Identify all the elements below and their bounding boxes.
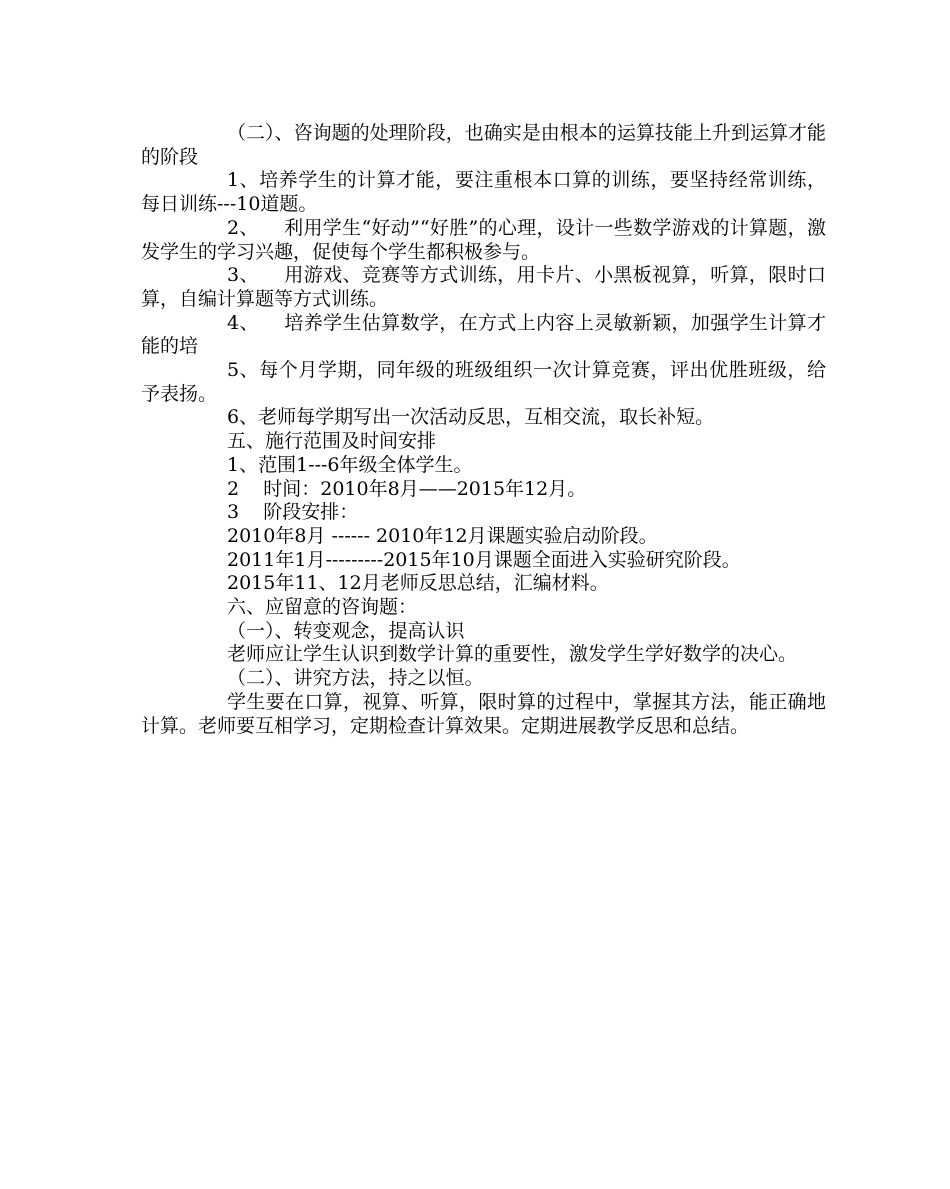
section-heading-issues: 六、应留意的咨询题：: [227, 596, 418, 619]
paragraph-item-1: 1、培养学生的计算才能，要注重根本口算的训练，要坚持经常训练，每日训练---10道题。: [141, 169, 826, 216]
paragraph-item-3: 3、 用游戏、竞赛等方式训练，用卡片、小黑板视算，听算，限时口算，自编计算题等方式训练。: [141, 264, 826, 310]
paragraph-stage-two: （二）、咨询题的处理阶段，也确实是由根本的运算技能上升到运算才能的阶段: [141, 122, 826, 168]
paragraph-stage-2: 2011年1月---------2015年10月课题全面进入实验研究阶段。: [227, 548, 741, 571]
paragraph-stage-1: 2010年8月 ------ 2010年12月课题实验启动阶段。: [227, 524, 658, 547]
paragraph-item-4: 4、 培养学生估算数学，在方式上内容上灵敏新颖，加强学生计算才能的培: [141, 311, 826, 358]
paragraph-item-6: 6、老师每学期写出一次活动反思，互相交流，取长补短。: [227, 406, 715, 429]
subheading-change-ideas: （一）、转变观念，提高认识: [227, 619, 465, 642]
paragraph-stage-plan: 3 阶段安排：: [227, 501, 359, 524]
paragraph-methods: 学生要在口算，视算、听算，限时算的过程中，掌握其方法，能正确地计算。老师要互相学习，定期检查计算效果。定期进展教学反思和总结。: [141, 690, 826, 737]
document-body: [141, 122, 826, 738]
paragraph-item-5: 5、每个月学期，同年级的班级组织一次计算竞赛，评出优胜班级，给予表扬。: [141, 359, 826, 405]
paragraph-time: 2 时间：2010年8月——2015年12月。: [227, 477, 587, 500]
section-heading-scope-schedule: 五、施行范围及时间安排: [227, 430, 437, 453]
paragraph-item-2: 2、 利用学生“好动”“好胜”的心理，设计一些数学游戏的计算题，激发学生的学习兴趣，促使每个学生都积极参与。: [141, 216, 826, 263]
subheading-methods: （二）、讲究方法，持之以恒。: [227, 667, 484, 690]
paragraph-scope: 1、范围1---6年级全体学生。: [227, 453, 473, 476]
paragraph-stage-3: 2015年11、12月老师反思总结，汇编材料。: [227, 572, 609, 595]
paragraph-change-ideas: 老师应让学生认识到数学计算的重要性，激发学生学好数学的决心。: [227, 643, 798, 666]
